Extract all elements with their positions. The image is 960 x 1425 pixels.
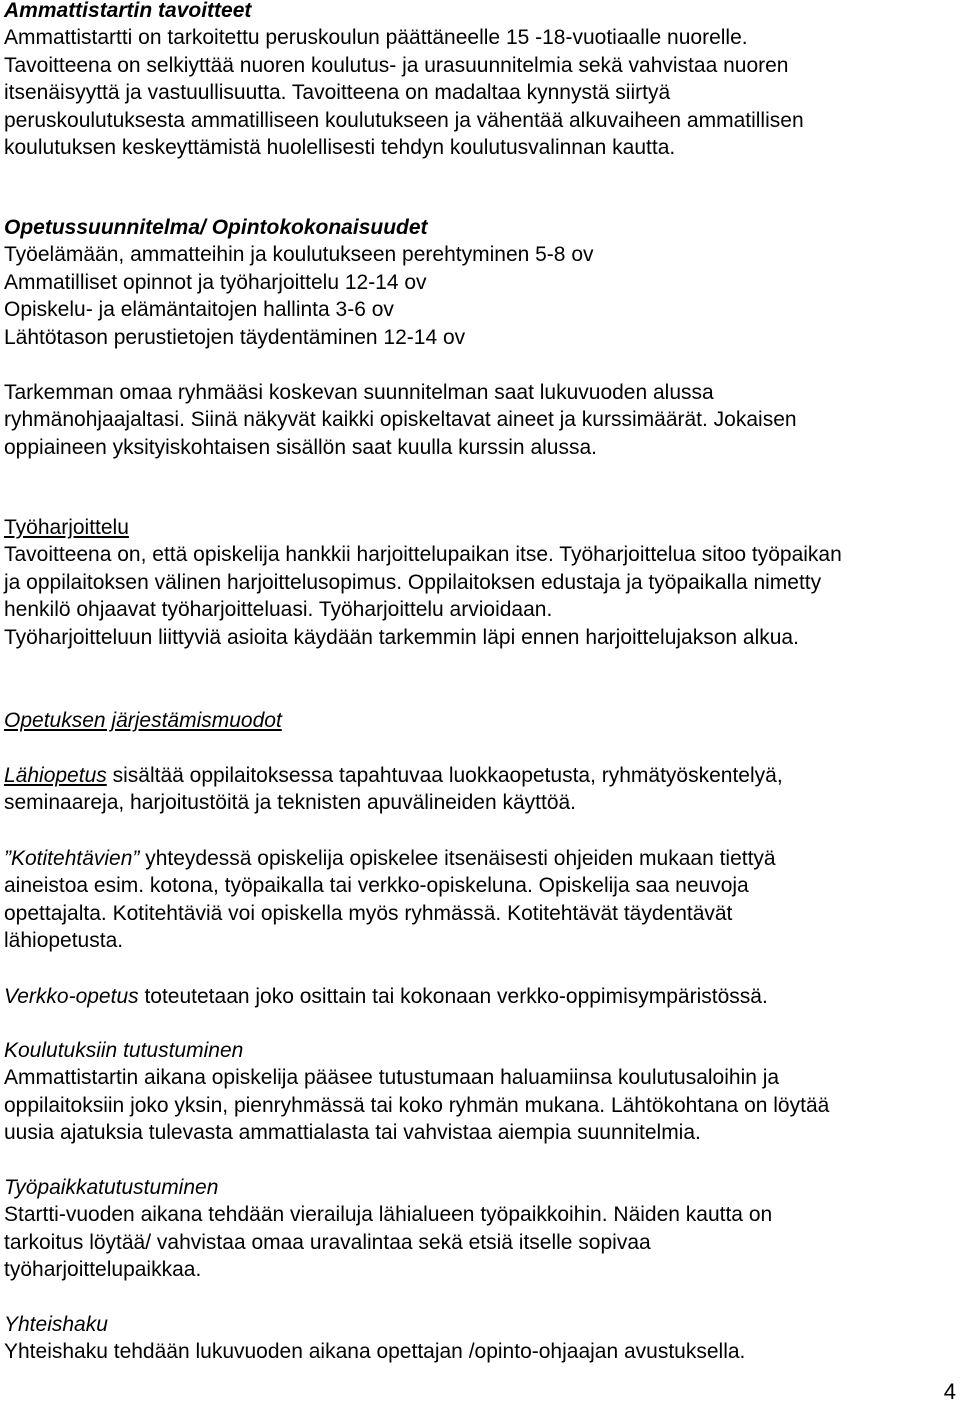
- paragraph-line: Tavoitteena on selkiyttää nuoren koulutus- ja urasuunnitelmia sekä vahvistaa nuoren: [4, 53, 789, 77]
- section-heading: Työpaikkatutustuminen: [4, 1176, 219, 1199]
- paragraph-verkko-opetus: [4, 983, 958, 1010]
- list-item: Opiskelu- ja elämäntaitojen hallinta 3-6 ov: [4, 298, 394, 322]
- paragraph-line: Yhteishaku tehdään lukuvuoden aikana opettajan /opinto-ohjaajan avustuksella.: [4, 1340, 746, 1364]
- section-heading: Ammattistartin tavoitteet: [4, 0, 252, 22]
- paragraph-line: Ammattistartin aikana opiskelija pääsee tutustumaan haluamiinsa koulutusaloihin ja: [4, 1066, 780, 1090]
- paragraph-line: koulutuksen keskeyttämistä huolellisesti tehdyn koulutusvalinnan kautta.: [4, 136, 676, 160]
- paragraph-lahiopetus: [4, 762, 958, 817]
- paragraph-line: [4, 762, 958, 789]
- list-item: Lähtötason perustietojen täydentäminen 12-14 ov: [4, 325, 466, 349]
- term-kotitehtavat: ”Kotitehtävien”: [4, 847, 140, 870]
- section-heading: Koulutuksiin tutustuminen: [4, 1039, 244, 1062]
- text: yhteydessä opiskelija opiskelee itsenäisesti ohjeiden mukaan tiettyä: [139, 847, 776, 870]
- paragraph-line: työharjoittelupaikkaa.: [4, 1258, 202, 1282]
- paragraph-line: ryhmänohjaajaltasi. Siinä näkyvät kaikki opiskeltavat aineet ja kurssimäärät. Jokaisen: [4, 408, 797, 432]
- term-verkko-opetus: Verkko-opetus: [4, 985, 139, 1008]
- paragraph-line: aineistoa esim. kotona, työpaikalla tai verkko-opiskeluna. Opiskelija saa neuvoja: [4, 874, 749, 898]
- paragraph-kotitehtavat: [4, 845, 958, 955]
- paragraph-line: Tarkemman omaa ryhmääsi koskevan suunnitelman saat lukuvuoden alussa: [4, 381, 714, 404]
- section-opetussuunnitelma-note: [4, 379, 958, 461]
- text: toteutetaan joko osittain tai kokonaan verkko-oppimisympäristössä.: [138, 985, 768, 1008]
- text: sisältää oppilaitoksessa tapahtuvaa luokkaopetusta, ryhmätyöskentelyä,: [106, 764, 783, 787]
- section-opetuksen-jarjestamismuodot: [4, 707, 958, 734]
- term-lahiopetus: Lähiopetus: [4, 764, 107, 787]
- paragraph-line: oppiaineen yksityiskohtaisen sisällön saat kuulla kurssin alussa.: [4, 435, 597, 459]
- list-item: Ammatilliset opinnot ja työharjoittelu 12-14 ov: [4, 270, 427, 294]
- paragraph-line: peruskoulutuksesta ammatilliseen koulutukseen ja vähentää alkuvaiheen ammatillisen: [4, 108, 804, 132]
- paragraph-line: tarkoitus löytää/ vahvistaa omaa uravalintaa sekä etsiä itselle sopivaa: [4, 1230, 651, 1254]
- paragraph-line: itsenäisyyttä ja vastuullisuutta. Tavoitteena on madaltaa kynnystä siirtyä: [4, 81, 671, 105]
- paragraph-line: Työharjoitteluun liittyviä asioita käydään tarkemmin läpi ennen harjoittelujakson alkua.: [4, 625, 799, 649]
- section-opetussuunnitelma: [4, 214, 958, 351]
- paragraph-line: [4, 845, 958, 872]
- paragraph-line: henkilö ohjaavat työharjoitteluasi. Työharjoittelu arvioidaan.: [4, 598, 553, 622]
- paragraph-line: [4, 983, 958, 1010]
- paragraph-line: seminaareja, harjoitustöitä ja teknisten apuvälineiden käyttöä.: [4, 791, 577, 815]
- paragraph-line: uusia ajatuksia tulevasta ammattialasta tai vahvistaa aiempia suunnitelmia.: [4, 1121, 701, 1145]
- section-yhteishaku: [4, 1311, 958, 1366]
- paragraph-line: Startti-vuoden aikana tehdään vierailuja lähialueen työpaikkoihin. Näiden kautta on: [4, 1203, 773, 1227]
- section-tyopaikkatutustuminen: [4, 1174, 958, 1284]
- paragraph-line: Tavoitteena on, että opiskelija hankkii harjoittelupaikan itse. Työharjoittelua sitoo työpaikan: [4, 543, 842, 567]
- section-tyoharjoittelu: [4, 514, 958, 651]
- section-heading: Opetussuunnitelma/ Opintokokonaisuudet: [4, 216, 428, 239]
- page-number: 4: [943, 1379, 956, 1404]
- paragraph-line: Ammattistartti on tarkoitettu peruskoulun päättäneelle 15 -18-vuotiaalle nuorelle.: [4, 26, 748, 50]
- paragraph-line: ja oppilaitoksen välinen harjoittelusopimus. Oppilaitoksen edustaja ja työpaikalla nimetty: [4, 570, 822, 594]
- section-heading: Työharjoittelu: [4, 516, 129, 539]
- paragraph-line: lähiopetusta.: [4, 929, 124, 953]
- section-koulutuksiin-tutustuminen: [4, 1037, 958, 1147]
- paragraph-line: oppilaitoksiin joko yksin, pienryhmässä tai koko ryhmän mukana. Lähtökohtana on löytää: [4, 1093, 830, 1117]
- section-ammattistartin-tavoitteet: [4, 0, 958, 161]
- paragraph-line: opettajalta. Kotitehtäviä voi opiskella myös ryhmässä. Kotitehtävät täydentävät: [4, 901, 733, 925]
- section-heading: Opetuksen järjestämismuodot: [4, 709, 282, 732]
- section-heading: Yhteishaku: [4, 1313, 108, 1336]
- list-item: Työelämään, ammatteihin ja koulutukseen perehtyminen 5-8 ov: [4, 243, 594, 267]
